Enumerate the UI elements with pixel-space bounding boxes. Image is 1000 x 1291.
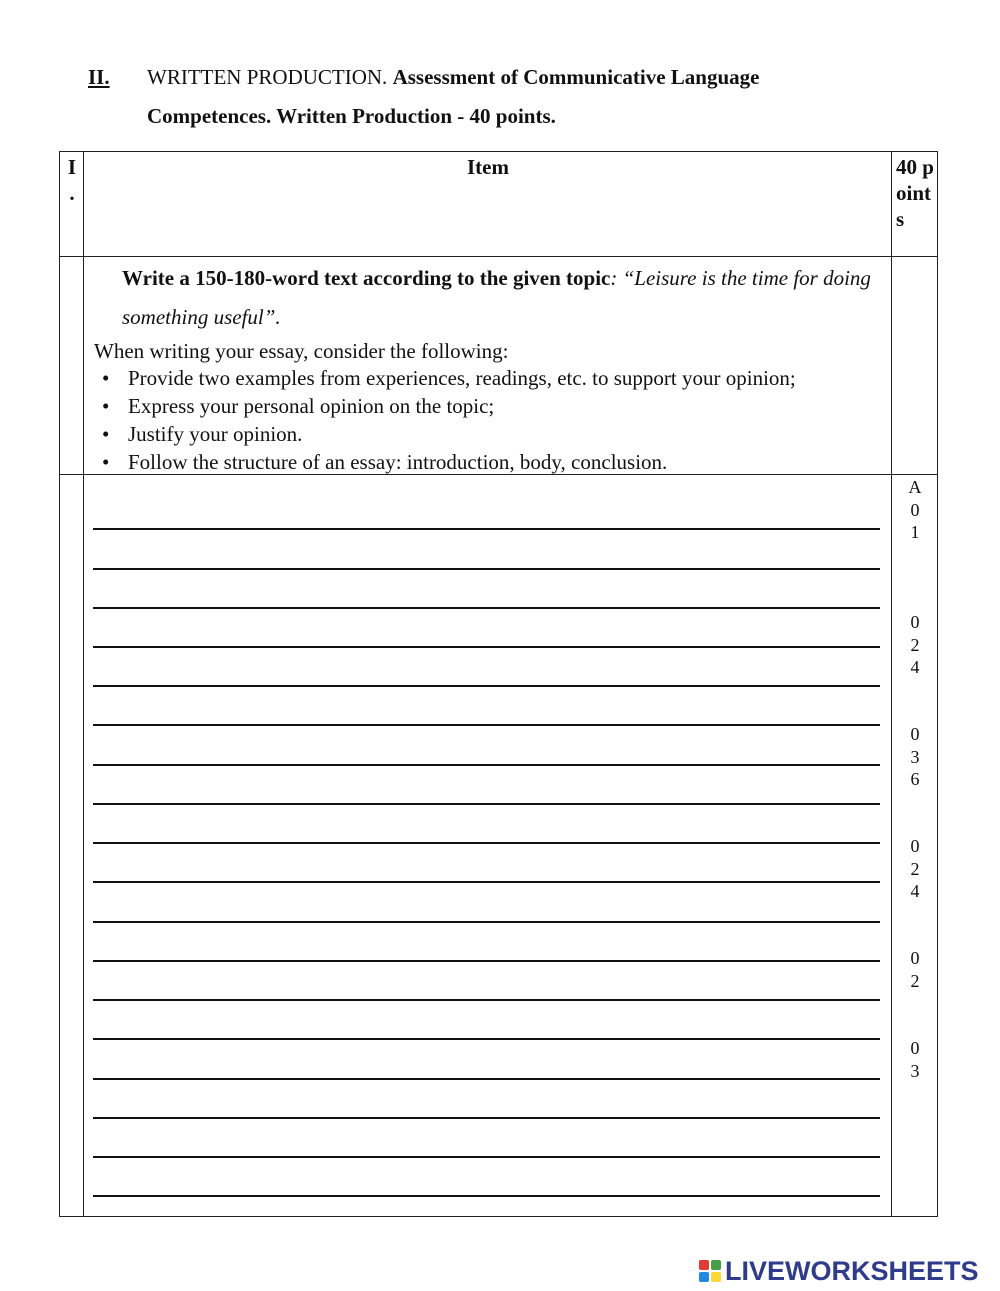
score-char: 0 <box>910 836 920 856</box>
writing-line[interactable] <box>93 1038 880 1040</box>
logo-text: LIVEWORKSHEETS <box>725 1255 979 1286</box>
logo-tile <box>699 1260 709 1270</box>
score-char: 1 <box>910 522 920 542</box>
writing-line[interactable] <box>93 646 880 648</box>
score-char: 4 <box>910 881 920 901</box>
header-number: I . <box>67 155 77 205</box>
list-item: • Express your personal opinion on the topic; <box>100 392 796 420</box>
writing-line[interactable] <box>93 881 880 883</box>
score-char: 2 <box>910 634 920 655</box>
consider-intro: When writing your essay, consider the following: <box>94 339 509 363</box>
logo-mark-icon <box>699 1260 721 1282</box>
score-char: 6 <box>910 769 920 789</box>
section-title-bold-1: Assessment of Communicative Language <box>392 65 760 89</box>
score-label <box>904 835 926 903</box>
assessment-table <box>59 151 938 1217</box>
list-item: • Follow the structure of an essay: introduction, body, conclusion. <box>100 448 796 476</box>
section-title-bold-2: Competences. Written Production - 40 points. <box>147 104 556 128</box>
task-prompt <box>122 259 892 337</box>
task-instruction: Write a 150-180-word text according to the given topic <box>122 266 611 290</box>
writing-line[interactable] <box>93 1156 880 1158</box>
writing-line[interactable] <box>93 528 880 530</box>
writing-line[interactable] <box>93 724 880 726</box>
liveworksheets-logo[interactable] <box>699 1256 979 1286</box>
writing-line[interactable] <box>93 842 880 844</box>
header-points: 40 points <box>896 155 934 231</box>
score-label <box>904 1037 926 1082</box>
section-title-line-1 <box>147 58 759 97</box>
score-label <box>904 476 926 544</box>
score-char: 2 <box>910 970 920 991</box>
writing-line[interactable] <box>93 803 880 805</box>
score-label <box>904 947 926 992</box>
section-title-plain: WRITTEN PRODUCTION. <box>147 65 388 89</box>
score-char: 0 <box>910 724 920 744</box>
writing-line[interactable] <box>93 1195 880 1197</box>
score-char: 3 <box>910 1060 920 1081</box>
section-number: II. <box>88 65 110 89</box>
score-char: 0 <box>910 1038 920 1058</box>
writing-line[interactable] <box>93 764 880 766</box>
logo-tile <box>711 1272 721 1282</box>
writing-line[interactable] <box>93 960 880 962</box>
list-item: • Justify your opinion. <box>100 420 796 448</box>
score-char: 0 <box>910 948 920 968</box>
header-item: Item <box>467 155 509 179</box>
writing-line[interactable] <box>93 1078 880 1080</box>
logo-tile <box>699 1272 709 1282</box>
score-char: 2 <box>910 858 920 879</box>
score-char: A <box>908 477 922 497</box>
writing-line[interactable] <box>93 685 880 687</box>
writing-line[interactable] <box>93 999 880 1001</box>
writing-line[interactable] <box>93 921 880 923</box>
row-divider <box>60 256 937 257</box>
writing-line[interactable] <box>93 568 880 570</box>
score-label <box>904 723 926 791</box>
writing-line[interactable] <box>93 607 880 609</box>
consider-list <box>100 364 796 476</box>
score-label <box>904 611 926 679</box>
list-item: • Provide two examples from experiences, readings, etc. to support your opinion; <box>100 364 796 392</box>
score-char: 0 <box>910 499 920 520</box>
score-char: 3 <box>910 746 920 767</box>
column-divider <box>83 152 84 1216</box>
score-char: 4 <box>910 657 920 677</box>
logo-tile <box>711 1260 721 1270</box>
writing-line[interactable] <box>93 1117 880 1119</box>
score-char: 0 <box>910 612 920 632</box>
task-topic: : “Leisure is the time for doing something useful”. <box>122 266 871 329</box>
